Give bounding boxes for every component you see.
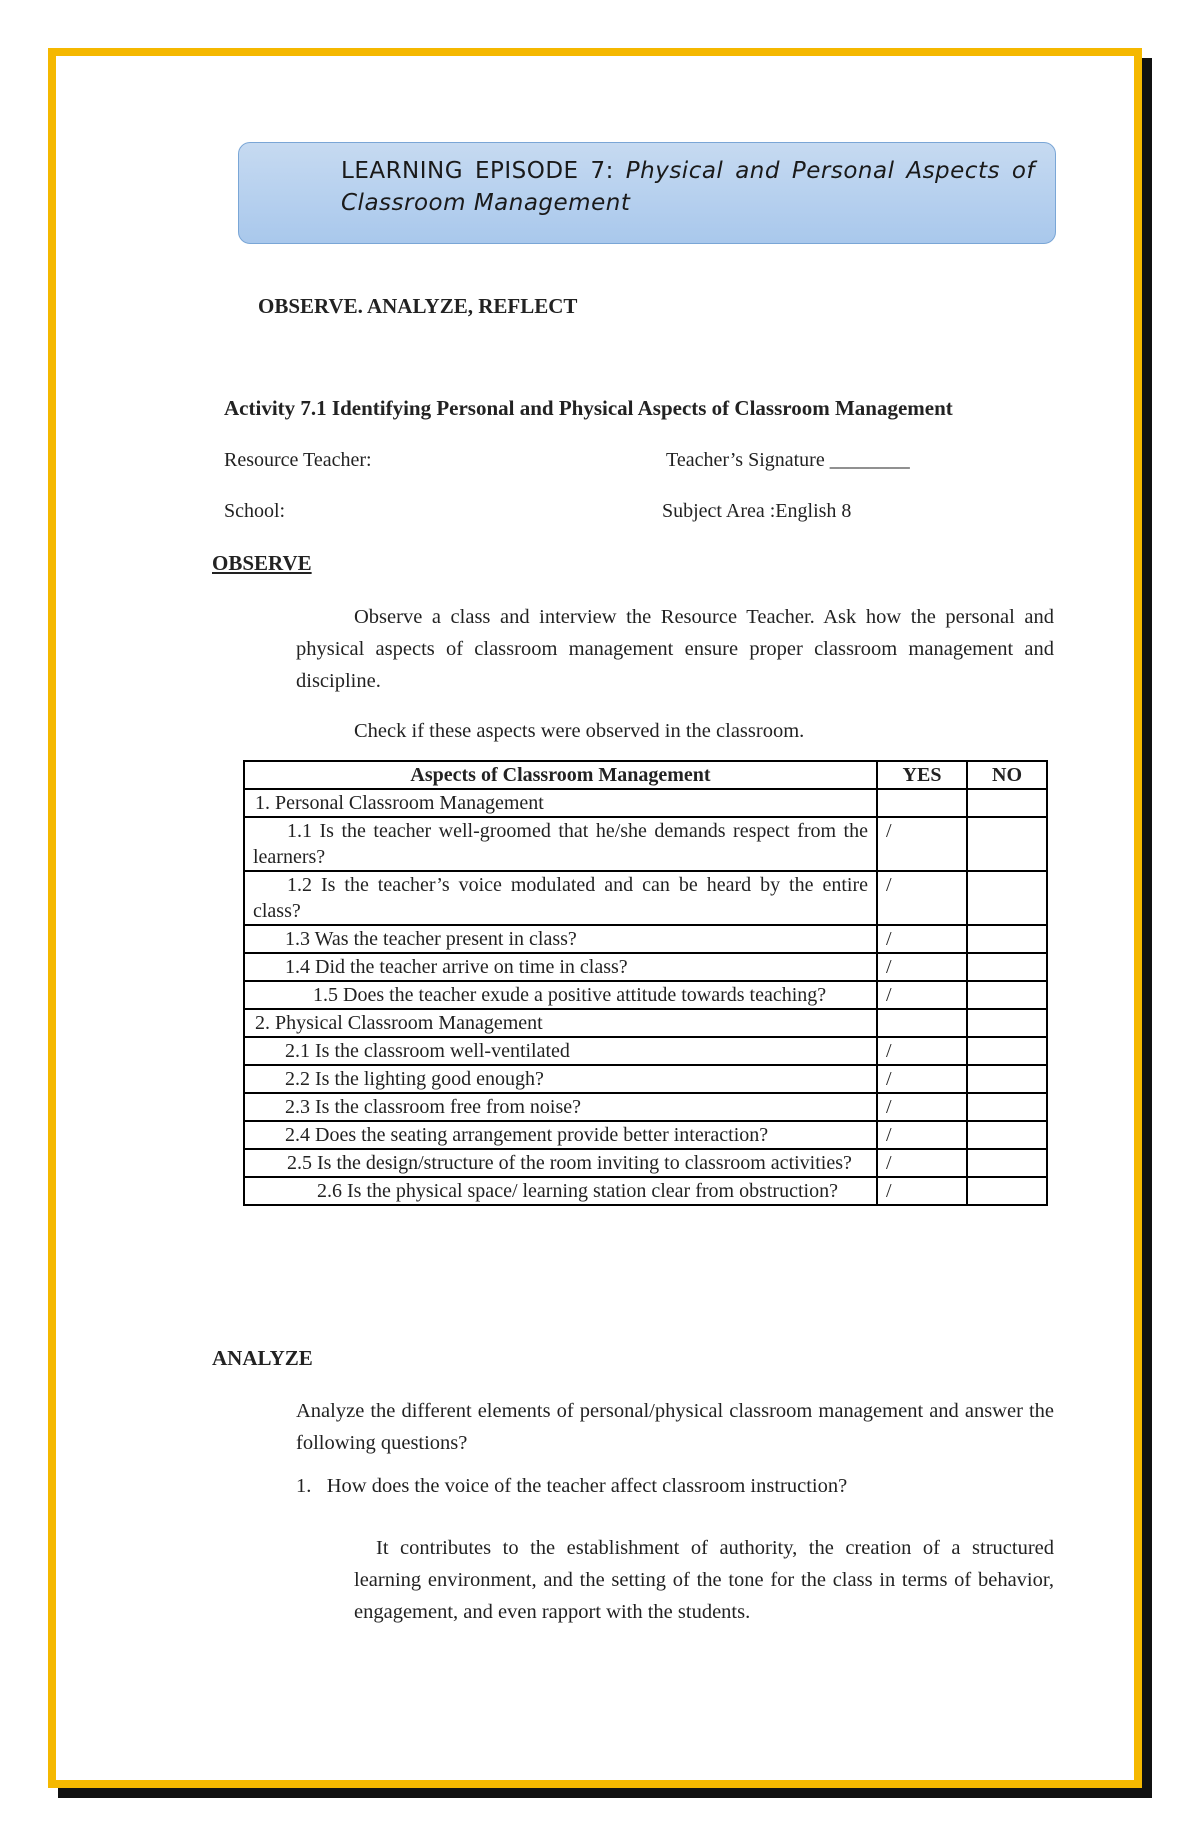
no-cell [967, 981, 1047, 1009]
question-number: 1. [296, 1475, 312, 1497]
activity-title: Activity 7.1 Identifying Personal and Physical Aspects of Classroom Management [224, 396, 953, 420]
table-row [244, 1065, 1047, 1093]
no-cell [967, 871, 1047, 925]
analyze-instruction: Analyze the different elements of personal/physical classroom management and answer the following questions? [296, 1400, 1054, 1454]
yes-cell [877, 789, 967, 817]
no-cell [967, 925, 1047, 953]
table-row [244, 789, 1047, 817]
table-row [244, 1149, 1047, 1177]
resource-teacher-label: Resource Teacher: [224, 449, 372, 471]
table-row [244, 1177, 1047, 1205]
row-question: 2.6 Is the physical space/ learning station clear from obstruction? [244, 1177, 877, 1205]
yes-cell: / [877, 1121, 967, 1149]
table-row [244, 953, 1047, 981]
no-cell [967, 817, 1047, 871]
table-row [244, 925, 1047, 953]
header-aspects: Aspects of Classroom Management [244, 761, 877, 789]
question-text: How does the voice of the teacher affect classroom instruction? [326, 1475, 848, 1497]
row-question: 2.4 Does the seating arrangement provide better interaction? [244, 1121, 877, 1149]
school-label: School: [224, 500, 286, 522]
row-question: 2.2 Is the lighting good enough? [244, 1065, 877, 1093]
table-row [244, 981, 1047, 1009]
observe-heading: OBSERVE [212, 551, 312, 575]
no-cell [967, 1149, 1047, 1177]
row-section-personal: 1. Personal Classroom Management [244, 789, 877, 817]
row-section-physical: 2. Physical Classroom Management [244, 1009, 877, 1037]
row-question: 1.3 Was the teacher present in class? [244, 925, 877, 953]
observe-instruction: Observe a class and interview the Resource Teacher. Ask how the personal and physical aspects of classroom management ensure proper classroom management and discipline. [296, 606, 1054, 692]
no-cell [967, 1037, 1047, 1065]
yes-cell: / [877, 1177, 967, 1205]
analyze-heading: ANALYZE [212, 1346, 313, 1370]
no-cell [967, 1177, 1047, 1205]
main-heading: OBSERVE. ANALYZE, REFLECT [258, 294, 578, 318]
header-yes: YES [877, 761, 967, 789]
row-question: 2.5 Is the design/structure of the room inviting to classroom activities? [244, 1149, 877, 1177]
no-cell [967, 1121, 1047, 1149]
table-row [244, 1093, 1047, 1121]
analyze-question-1 [296, 1470, 847, 1502]
signature-label: Teacher’s Signature ________ [666, 449, 910, 471]
table-row [244, 1009, 1047, 1037]
subject-area-label: Subject Area :English 8 [662, 500, 852, 522]
episode-banner [238, 142, 1056, 244]
yes-cell: / [877, 1037, 967, 1065]
table-row [244, 817, 1047, 871]
table-header-row [244, 761, 1047, 789]
row-question: 2.1 Is the classroom well-ventilated [244, 1037, 877, 1065]
yes-cell: / [877, 925, 967, 953]
row-question: 1.2 Is the teacher’s voice modulated and can be heard by the entire class? [244, 871, 877, 925]
row-question: 1.1 Is the teacher well-groomed that he/she demands respect from the learners? [244, 817, 877, 871]
yes-cell: / [877, 981, 967, 1009]
yes-cell: / [877, 1065, 967, 1093]
row-question: 1.4 Did the teacher arrive on time in class? [244, 953, 877, 981]
no-cell [967, 1093, 1047, 1121]
row-question: 2.3 Is the classroom free from noise? [244, 1093, 877, 1121]
no-cell [967, 953, 1047, 981]
yes-cell: / [877, 1093, 967, 1121]
no-cell [967, 1009, 1047, 1037]
yes-cell: / [877, 953, 967, 981]
no-cell [967, 1065, 1047, 1093]
no-cell [967, 789, 1047, 817]
table-row [244, 871, 1047, 925]
yes-cell [877, 1009, 967, 1037]
row-question: 1.5 Does the teacher exude a positive attitude towards teaching? [244, 981, 877, 1009]
yes-cell: / [877, 1149, 967, 1177]
yes-cell: / [877, 871, 967, 925]
header-no: NO [967, 761, 1047, 789]
table-row [244, 1037, 1047, 1065]
aspects-table [243, 760, 1048, 1206]
episode-label: LEARNING EPISODE 7: [341, 158, 614, 184]
table-row [244, 1121, 1047, 1149]
yes-cell: / [877, 817, 967, 871]
episode-title: Physical and Personal Aspects of Classroom Management [341, 158, 1036, 216]
answer-1: It contributes to the establishment of authority, the creation of a structured learning environment, and the setting of the tone for the class in terms of behavior, engagement, and even rapport with the students. [354, 1537, 1054, 1623]
check-instruction: Check if these aspects were observed in the classroom. [354, 720, 805, 742]
